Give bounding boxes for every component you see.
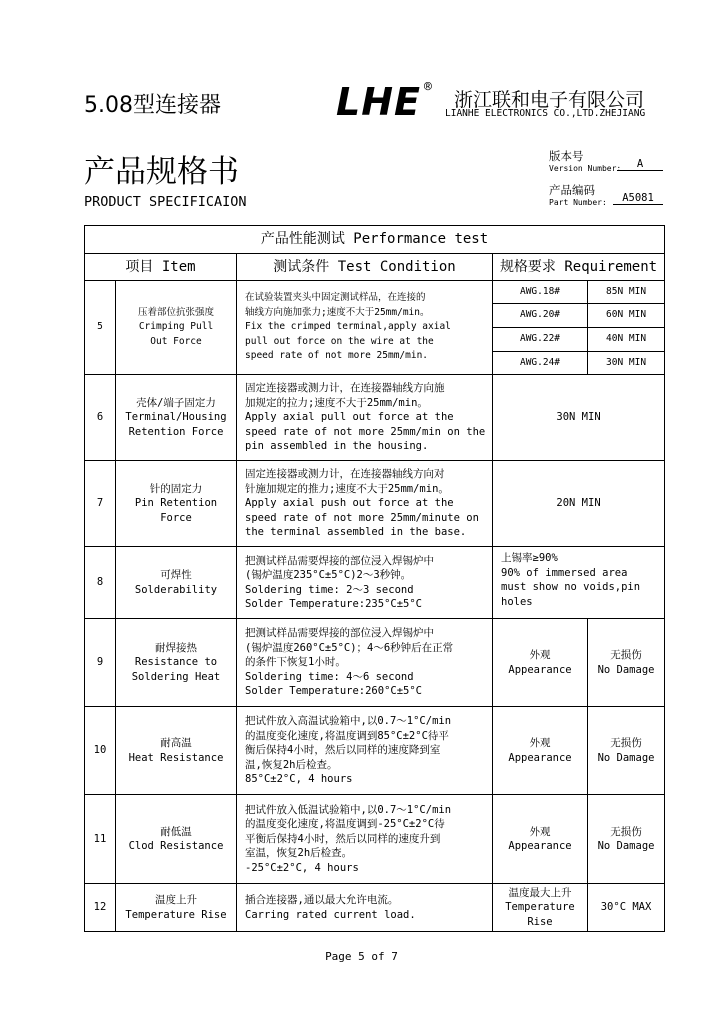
document-title-en: PRODUCT SPECIFICAION — [84, 194, 247, 210]
item-name-cn: 耐焊接热 — [155, 641, 197, 654]
condition-line: 固定连接器或测力计，在连接器轴线方向对 — [245, 468, 445, 481]
series-title: 5.08型连接器 — [84, 93, 221, 118]
item-name-cn: 温度上升 — [155, 894, 197, 906]
condition-line: 把测试样品需要焊接的部位浸入焊锡炉中 — [245, 554, 434, 567]
requirement-attribute — [493, 707, 588, 795]
requirement-attribute-line: Temperature — [505, 901, 575, 914]
item-name-en: Crimping Pull — [138, 321, 214, 333]
item-name — [116, 375, 237, 461]
condition-line: 把测试样品需要焊接的部位浸入焊锡炉中 — [245, 627, 434, 640]
item-name-en: Heat Resistance — [128, 751, 224, 764]
item-name-en: Force — [160, 511, 192, 524]
condition-line: the terminal assembled in the base. — [245, 526, 467, 539]
condition-line: 针施加规定的推力;速度不大于25mm/min。 — [245, 482, 449, 495]
condition-line: (锡炉温度260°C±5°C)；4～6秒钟后在正常 — [245, 641, 454, 654]
requirement-attribute-cn: 外观 — [529, 825, 551, 838]
requirement-value: 20N MIN — [493, 461, 665, 547]
requirement-attribute-en: Appearance — [508, 840, 572, 852]
item-name — [116, 547, 237, 619]
condition-line: 在试验装置夹头中固定测试样品，在连接的 — [245, 292, 426, 304]
test-condition — [237, 281, 493, 375]
condition-line: 的温度变化速度,将温度调到-25°C±2°C待 — [245, 818, 445, 831]
item-name-en: Resistance to — [134, 656, 218, 669]
condition-line: 把试件放入高温试验箱中,以0.7～1°C/min — [245, 715, 452, 728]
version-value: A — [617, 158, 663, 171]
requirement-value-cn: 无损伤 — [610, 825, 642, 838]
item-name-cn: 耐低温 — [160, 825, 192, 838]
document-title-cn: 产品规格书 — [84, 154, 239, 190]
requirement-attribute — [493, 884, 588, 932]
requirement-line: 90% of immersed area — [501, 566, 628, 579]
condition-line: 固定连接器或测力计，在连接器轴线方向施 — [245, 382, 445, 395]
requirement-value — [588, 619, 665, 707]
item-name-cn: 壳体/端子固定力 — [136, 396, 216, 409]
row-number: 12 — [85, 884, 116, 932]
item-name — [116, 619, 237, 707]
condition-line: speed rate of not more 25mm/min on the — [245, 425, 486, 438]
requirement-value-en: No Damage — [597, 840, 655, 852]
condition-line: 插合连接器,通以最大允许电流。 — [245, 894, 399, 906]
item-name-en: Terminal/Housing — [125, 411, 227, 424]
condition-line: pin assembled in the housing. — [245, 440, 429, 453]
item-name — [116, 461, 237, 547]
awg-force: 40N MIN — [588, 328, 665, 352]
requirement-value — [588, 707, 665, 795]
item-name-cn: 耐高温 — [160, 737, 192, 749]
condition-line: Solder Temperature:235°C±5°C — [245, 598, 423, 610]
page-number: Page 5 of 7 — [325, 950, 398, 963]
awg-gauge: AWG.24# — [493, 352, 588, 375]
item-name-en: Soldering Heat — [131, 670, 221, 683]
requirement-value-en: No Damage — [597, 751, 655, 764]
col-header-requirement: 规格要求 Requirement — [493, 254, 665, 281]
requirement-attribute — [493, 619, 588, 707]
test-condition — [237, 884, 493, 932]
company-name-cn: 浙江联和电子有限公司 — [454, 89, 645, 111]
condition-line: Apply axial pull out force at the — [245, 411, 454, 424]
table-section-title: 产品性能测试 Performance test — [85, 226, 665, 254]
performance-table — [84, 225, 665, 932]
item-name — [116, 795, 237, 884]
registered-mark: ® — [424, 80, 432, 95]
awg-gauge: AWG.18# — [493, 281, 588, 304]
part-value: A5081 — [613, 192, 663, 205]
version-label-en: Version Number: — [549, 164, 622, 173]
requirement-attribute-line: Rise — [527, 915, 553, 928]
test-condition — [237, 547, 493, 619]
condition-line: Solder Temperature:260°C±5°C — [245, 685, 423, 698]
row-number: 7 — [85, 461, 116, 547]
item-name — [116, 884, 237, 932]
requirement-attribute-en: Appearance — [508, 663, 572, 676]
requirement-value-en: No Damage — [597, 663, 655, 676]
awg-gauge: AWG.22# — [493, 328, 588, 352]
requirement-attribute — [493, 795, 588, 884]
requirement-attribute-cn: 外观 — [529, 737, 551, 749]
version-label-cn: 版本号 — [549, 149, 584, 163]
item-name-en: Out Force — [150, 335, 202, 347]
company-logo: LHE — [336, 80, 421, 124]
item-name-en: Temperature Rise — [125, 908, 227, 921]
requirement-attribute-en: Appearance — [508, 751, 572, 764]
company-name-en: LIANHE ELECTRONICS CO.,LTD.ZHEJIANG — [445, 108, 646, 119]
condition-line: pull out force on the wire at the — [245, 335, 434, 347]
awg-force: 30N MIN — [588, 352, 665, 375]
item-name-cn: 可焊性 — [160, 569, 192, 581]
condition-line: 温,恢复2h后检查。 — [245, 758, 338, 771]
condition-line: -25°C±2°C, 4 hours — [245, 861, 359, 874]
condition-line: speed rate of not more 25mm/minute on — [245, 511, 479, 524]
condition-line: 室温，恢复2h后检查。 — [245, 847, 353, 860]
requirement-value-cn: 无损伤 — [610, 649, 642, 661]
condition-line: 的条件下恢复1小时。 — [245, 656, 346, 669]
requirement-attribute-cn: 外观 — [529, 649, 551, 661]
item-name-en: Clod Resistance — [128, 840, 224, 852]
item-name-en: Retention Force — [128, 425, 224, 438]
condition-line: 平衡后保持4小时，然后以同样的速度升到 — [245, 832, 441, 845]
test-condition — [237, 375, 493, 461]
item-name — [116, 281, 237, 375]
test-condition — [237, 707, 493, 795]
condition-line: 衡后保持4小时，然后以同样的速度降到室 — [245, 744, 441, 757]
test-condition — [237, 619, 493, 707]
item-name-cn: 压着部位抗张强度 — [137, 306, 214, 318]
condition-line: (锡炉温度235°C±5°C)2～3秒钟。 — [245, 569, 412, 581]
requirement-line: 上锡率≥90% — [501, 552, 558, 564]
condition-line: 加规定的拉力;速度不大于25mm/min。 — [245, 396, 428, 409]
row-number: 10 — [85, 707, 116, 795]
condition-line: 把试件放入低温试验箱中,以0.7～1°C/min — [245, 803, 452, 816]
awg-force: 60N MIN — [588, 304, 665, 328]
condition-line: 轴线方向施加张力;速度不大于25mm/min。 — [245, 306, 430, 318]
row-number: 8 — [85, 547, 116, 619]
col-header-item: 项目 Item — [85, 254, 237, 281]
condition-line: 的温度变化速度,将温度调到85°C±2°C待平 — [245, 729, 449, 742]
row-number: 9 — [85, 619, 116, 707]
row-number: 5 — [85, 281, 116, 375]
part-label-cn: 产品编码 — [549, 183, 595, 197]
condition-line: Soldering time: 4～6 second — [245, 670, 414, 683]
awg-force: 85N MIN — [588, 281, 665, 304]
row-number: 11 — [85, 795, 116, 884]
condition-line: speed rate of not more 25mm/min. — [245, 350, 429, 362]
test-condition — [237, 461, 493, 547]
item-name — [116, 707, 237, 795]
condition-line: 85°C±2°C, 4 hours — [245, 773, 353, 786]
awg-gauge: AWG.20# — [493, 304, 588, 328]
condition-line: Carring rated current load. — [245, 908, 416, 921]
requirement-line: must show no voids,pin — [501, 581, 641, 593]
item-name-en: Pin Retention — [134, 497, 218, 510]
condition-line: Fix the crimped terminal,apply axial — [245, 321, 451, 333]
row-number: 6 — [85, 375, 116, 461]
item-name-cn: 针的固定力 — [149, 482, 203, 495]
requirement-value-cn: 无损伤 — [610, 737, 642, 749]
requirement-attribute-line: 温度最大上升 — [508, 886, 572, 899]
col-header-condition: 测试条件 Test Condition — [237, 254, 493, 281]
condition-line: Soldering time: 2～3 second — [245, 583, 414, 596]
requirement-line: holes — [501, 595, 533, 608]
requirement-value: 30N MIN — [493, 375, 665, 461]
requirement-value: 30°C MAX — [588, 884, 665, 932]
item-name-en: Solderability — [134, 583, 218, 596]
test-condition — [237, 795, 493, 884]
part-label-en: Part Number: — [549, 198, 607, 207]
requirement-value — [493, 547, 665, 619]
condition-line: Apply axial push out force at the — [245, 497, 454, 510]
requirement-value — [588, 795, 665, 884]
